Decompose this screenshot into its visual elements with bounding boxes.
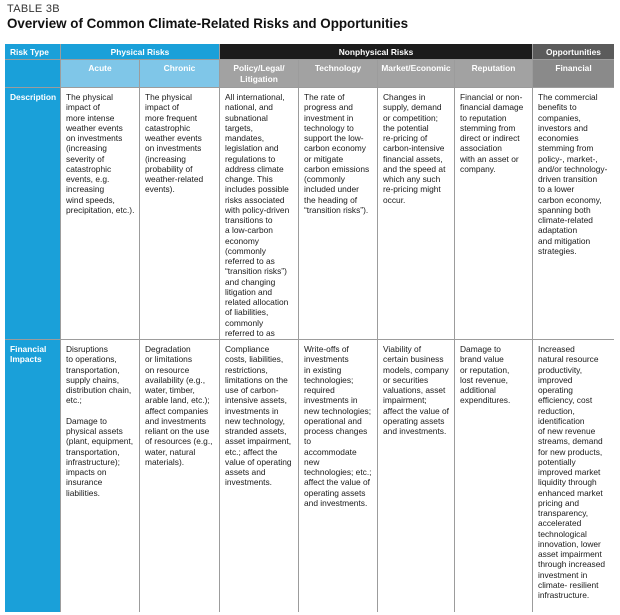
- subheader-acute: Acute: [61, 60, 139, 87]
- impacts-financial: Increased natural resource productivity, improved operating efficiency, cost reduction, identification of new revenue streams, demand for new products, potentially improved market liquidity through enhanced market pricing and transparency, accelerated technological innovation, lower asset impairment through increased investment in climate- resilient infrastructure.: [533, 340, 614, 612]
- impacts-chronic: Degradation or limitations on resource availability (e.g., water, timber, arable land, etc.); affect companies and investments reliant on the use of resources (e.g., water, natural materials).: [140, 340, 219, 612]
- description-acute: The physical impact of more intense weather events on investments (increasing severity of catastrophic events, e.g. increasing wind speeds, precipitation, etc.).: [61, 88, 139, 339]
- impacts-policy: Compliance costs, liabilities, restrictions, limitations on the use of carbon- intensive assets, investments in new technology, stranded assets, asset impairment, etc.; affect the value of operating assets and investments.: [220, 340, 298, 612]
- description-policy: All international, national, and subnational targets, mandates, legislation and regulations to address climate change. This includes possible risks associated with policy-driven transitions to a low-carbon economy (commonly referred to as “transition risks”) and changing litigation and related allocation of liabilities, commonly referred to as: [220, 88, 298, 339]
- impacts-acute: Disruptions to operations, transportation, supply chains, distribution chain, etc.; Damage to physical assets (plant, equipment, transportation, infrastructure); impacts on insurance liabilities.: [61, 340, 139, 612]
- description-reputation: Financial or non- financial damage to reputation stemming from direct or indirect association with an asset or company.: [455, 88, 532, 339]
- header-risk-type: Risk Type: [5, 44, 60, 59]
- header-physical-risks: Physical Risks: [61, 44, 219, 59]
- subheader-policy: Policy/Legal/ Litigation: [220, 60, 298, 87]
- risk-table: [5, 44, 614, 612]
- description-financial: The commercial benefits to companies, investors and economies stemming from policy-, market-, and/or technology- driven transition to a lower carbon economy, spanning both climate-related adaptation and mitigation strategies.: [533, 88, 614, 339]
- subheader-technology: Technology: [299, 60, 377, 87]
- description-market: Changes in supply, demand or competition; the potential re-pricing of carbon-intensive financial assets, and the speed at which any such re-pricing might occur.: [378, 88, 454, 339]
- subheader-reputation: Reputation: [455, 60, 532, 87]
- impacts-reputation: Damage to brand value or reputation, lost revenue, additional expenditures.: [455, 340, 532, 612]
- subheader-blank: [5, 60, 60, 87]
- subheader-market: Market/Economic: [378, 60, 454, 87]
- header-nonphysical-risks: Nonphysical Risks: [220, 44, 532, 59]
- subheader-financial: Financial: [533, 60, 614, 87]
- row-label-financial-impacts: Financial Impacts: [5, 340, 60, 612]
- impacts-market: Viability of certain business models, company or securities valuations, asset impairment; affect the value of operating assets and investments.: [378, 340, 454, 612]
- page-title: Overview of Common Climate-Related Risks and Opportunities: [7, 16, 409, 31]
- description-technology: The rate of progress and investment in technology to support the low- carbon economy or mitigate carbon emissions (commonly included under the heading of “transition risks”).: [299, 88, 377, 339]
- subheader-chronic: Chronic: [140, 60, 219, 87]
- header-opportunities: Opportunities: [533, 44, 614, 59]
- table-label: TABLE 3B: [7, 3, 60, 15]
- row-label-description: Description: [5, 88, 60, 339]
- description-chronic: The physical impact of more frequent catastrophic weather events on investments (increasing probability of weather-related events).: [140, 88, 219, 339]
- impacts-technology: Write-offs of investments in existing technologies; required investments in new technologies; operational and process changes to accommodate new technologies; etc.; affect the value of operating assets and investments.: [299, 340, 377, 612]
